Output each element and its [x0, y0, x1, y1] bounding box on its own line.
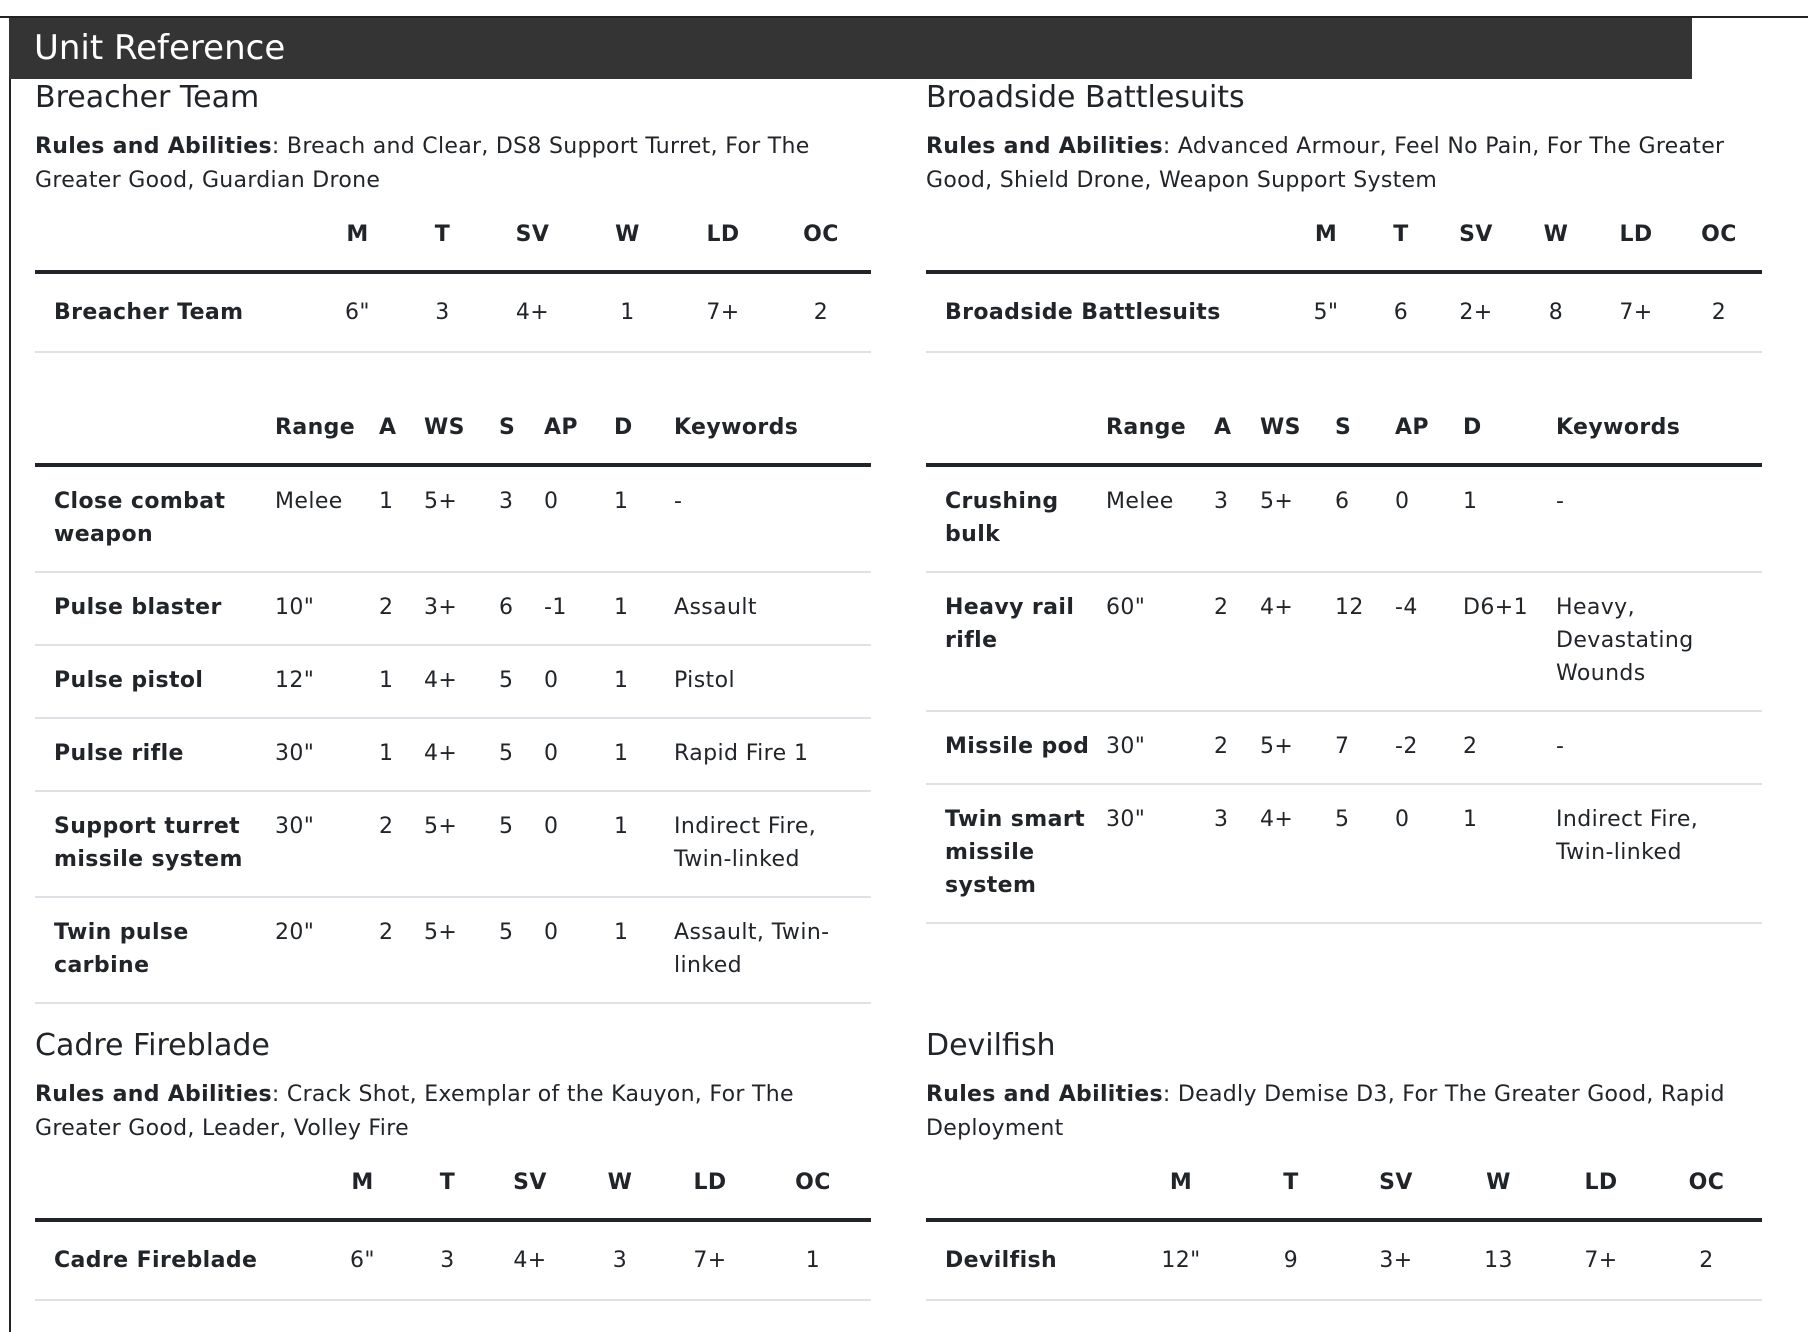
weapon-header-d: D — [1463, 413, 1556, 465]
weapon-row — [35, 718, 871, 791]
weapon-ws: 5+ — [424, 791, 499, 897]
stat-header-m: M — [1286, 220, 1366, 272]
stat-header-w: W — [580, 220, 675, 272]
weapon-header-s: S — [1335, 413, 1395, 465]
weapon-s: 6 — [1335, 465, 1395, 572]
unit-name: Cadre Fireblade — [35, 1028, 270, 1063]
weapon-range: 30" — [275, 791, 379, 897]
weapon-keywords: Indirect Fire, Twin-linked — [1556, 784, 1762, 923]
rules-label: Rules and Abilities — [926, 1082, 1163, 1107]
stat-unit-name: Cadre Fireblade — [35, 1220, 315, 1300]
weapon-row — [926, 711, 1762, 784]
stat-t: 6 — [1366, 272, 1436, 352]
weapon-ap: 0 — [544, 718, 614, 791]
unit-card-broadside-battlesuits — [926, 80, 1762, 924]
stat-t: 3 — [400, 272, 485, 352]
rules-text: Crack Shot, Exemplar of the Kauyon, For The Greater Good, Leader, Volley Fire — [35, 1082, 794, 1141]
unit-name: Breacher Team — [35, 80, 260, 115]
weapon-d: 1 — [1463, 784, 1556, 923]
stat-oc: 2 — [1676, 272, 1762, 352]
weapon-keywords: - — [1556, 711, 1762, 784]
weapon-s: 5 — [499, 645, 544, 718]
stat-ld: 7+ — [1596, 272, 1676, 352]
stat-header-oc: OC — [1676, 220, 1762, 272]
weapon-header-ws: WS — [1260, 413, 1335, 465]
weapon-header-blank — [35, 413, 275, 465]
weapon-keywords: Assault — [674, 572, 871, 645]
weapon-range: 20" — [275, 897, 379, 1003]
stat-oc: 1 — [755, 1220, 871, 1300]
stat-header-blank — [35, 220, 315, 272]
stat-header-sv: SV — [1346, 1168, 1446, 1220]
stat-ld: 7+ — [675, 272, 771, 352]
weapon-d: 1 — [614, 718, 674, 791]
weapon-range: Melee — [275, 465, 379, 572]
stat-header-row — [926, 1168, 1762, 1220]
stat-header-sv: SV — [485, 220, 580, 272]
weapon-row — [926, 572, 1762, 711]
stat-ld: 7+ — [665, 1220, 755, 1300]
stat-header-row — [35, 1168, 871, 1220]
weapon-header-s: S — [499, 413, 544, 465]
unit-card-breacher-team — [35, 80, 871, 1004]
stat-sv: 4+ — [485, 1220, 575, 1300]
weapon-s: 6 — [499, 572, 544, 645]
stat-header-w: W — [575, 1168, 665, 1220]
weapon-a: 3 — [1214, 465, 1260, 572]
unit-name: Devilfish — [926, 1028, 1056, 1063]
weapon-s: 5 — [499, 718, 544, 791]
weapon-keywords: Rapid Fire 1 — [674, 718, 871, 791]
weapon-row — [35, 465, 871, 572]
weapon-range: 30" — [275, 718, 379, 791]
rules-label: Rules and Abilities — [35, 1082, 272, 1107]
weapon-ws: 4+ — [424, 718, 499, 791]
weapon-name: Pulse pistol — [35, 645, 275, 718]
unit-rules: Rules and Abilities: Advanced Armour, Feel No Pain, For The Greater Good, Shield Drone, Weapon Support System — [926, 134, 1725, 193]
weapon-ap: 0 — [544, 897, 614, 1003]
weapon-range: 30" — [1106, 784, 1214, 923]
stat-header-sv: SV — [1436, 220, 1516, 272]
stat-header-oc: OC — [1651, 1168, 1762, 1220]
stat-header-oc: OC — [755, 1168, 871, 1220]
rules-label: Rules and Abilities — [926, 134, 1163, 159]
weapon-d: 1 — [614, 465, 674, 572]
weapon-keywords: Heavy, Devastating Wounds — [1556, 572, 1762, 711]
weapon-header-row — [926, 413, 1762, 465]
weapon-d: 1 — [614, 645, 674, 718]
unit-rules: Rules and Abilities: Breach and Clear, DS8 Support Turret, For The Greater Good, Guardian Drone — [35, 134, 810, 193]
stat-t: 9 — [1236, 1220, 1346, 1300]
weapon-header-keywords: Keywords — [1556, 413, 1762, 465]
stat-unit-name: Breacher Team — [35, 272, 315, 352]
stat-sv: 4+ — [485, 272, 580, 352]
weapon-name: Heavy rail rifle — [926, 572, 1106, 711]
weapon-d: 2 — [1463, 711, 1556, 784]
stat-w: 8 — [1516, 272, 1596, 352]
weapon-row — [35, 791, 871, 897]
weapon-a: 1 — [379, 718, 424, 791]
weapon-header-range: Range — [1106, 413, 1214, 465]
weapon-ws: 4+ — [1260, 784, 1335, 923]
stat-w: 13 — [1446, 1220, 1551, 1300]
weapon-s: 5 — [1335, 784, 1395, 923]
weapon-header-d: D — [614, 413, 674, 465]
weapon-name: Close combat weapon — [35, 465, 275, 572]
weapon-ap: 0 — [1395, 465, 1463, 572]
stat-header-blank — [926, 220, 1286, 272]
weapon-keywords: - — [1556, 465, 1762, 572]
stat-header-sv: SV — [485, 1168, 575, 1220]
stat-w: 1 — [580, 272, 675, 352]
weapon-ap: 0 — [544, 791, 614, 897]
rules-label: Rules and Abilities — [35, 134, 272, 159]
weapon-row — [35, 572, 871, 645]
weapon-row — [35, 897, 871, 1003]
stat-oc: 2 — [771, 272, 871, 352]
stat-table — [35, 220, 871, 353]
weapon-s: 5 — [499, 791, 544, 897]
weapon-keywords: Assault, Twin-linked — [674, 897, 871, 1003]
weapon-name: Missile pod — [926, 711, 1106, 784]
unit-rules: Rules and Abilities: Deadly Demise D3, For The Greater Good, Rapid Deployment — [926, 1082, 1725, 1141]
stat-header-ld: LD — [1596, 220, 1676, 272]
weapon-name: Pulse rifle — [35, 718, 275, 791]
weapon-ws: 3+ — [424, 572, 499, 645]
weapon-header-keywords: Keywords — [674, 413, 871, 465]
weapon-table — [35, 413, 871, 1004]
stat-row — [926, 1220, 1762, 1300]
weapon-range: Melee — [1106, 465, 1214, 572]
weapon-d: 1 — [614, 897, 674, 1003]
weapon-keywords: Indirect Fire, Twin-linked — [674, 791, 871, 897]
weapon-header-range: Range — [275, 413, 379, 465]
unit-card-devilfish — [926, 1028, 1762, 1301]
rules-text: Advanced Armour, Feel No Pain, For The Greater Good, Shield Drone, Weapon Support System — [926, 134, 1725, 193]
weapon-ws: 5+ — [1260, 465, 1335, 572]
stat-sv: 3+ — [1346, 1220, 1446, 1300]
weapon-ws: 5+ — [424, 897, 499, 1003]
weapon-ap: 0 — [544, 465, 614, 572]
weapon-header-ap: AP — [544, 413, 614, 465]
stat-row — [35, 272, 871, 352]
weapon-ws: 5+ — [424, 465, 499, 572]
weapon-name: Crushing bulk — [926, 465, 1106, 572]
weapon-range: 60" — [1106, 572, 1214, 711]
weapon-a: 3 — [1214, 784, 1260, 923]
weapon-range: 30" — [1106, 711, 1214, 784]
weapon-a: 2 — [379, 791, 424, 897]
stat-w: 3 — [575, 1220, 665, 1300]
stat-row — [926, 272, 1762, 352]
weapon-row — [35, 645, 871, 718]
stat-header-m: M — [1126, 1168, 1236, 1220]
page-title: Unit Reference — [9, 18, 1692, 79]
weapon-ap: -4 — [1395, 572, 1463, 711]
rules-text: Breach and Clear, DS8 Support Turret, For The Greater Good, Guardian Drone — [35, 134, 810, 193]
weapon-a: 1 — [379, 645, 424, 718]
stat-m: 6" — [315, 1220, 410, 1300]
stat-t: 3 — [410, 1220, 485, 1300]
weapon-header-a: A — [1214, 413, 1260, 465]
weapon-s: 5 — [499, 897, 544, 1003]
weapon-ws: 4+ — [424, 645, 499, 718]
stat-m: 5" — [1286, 272, 1366, 352]
weapon-name: Twin smart missile system — [926, 784, 1106, 923]
weapon-a: 2 — [379, 572, 424, 645]
weapon-s: 7 — [1335, 711, 1395, 784]
stat-header-row — [35, 220, 871, 272]
weapon-header-row — [35, 413, 871, 465]
stat-header-blank — [35, 1168, 315, 1220]
stat-header-t: T — [410, 1168, 485, 1220]
stat-row — [35, 1220, 871, 1300]
stat-header-w: W — [1446, 1168, 1551, 1220]
stat-header-t: T — [1366, 220, 1436, 272]
weapon-name: Support turret missile system — [35, 791, 275, 897]
stat-header-w: W — [1516, 220, 1596, 272]
weapon-range: 12" — [275, 645, 379, 718]
unit-card-cadre-fireblade — [35, 1028, 871, 1301]
stat-header-ld: LD — [665, 1168, 755, 1220]
stat-table — [926, 220, 1762, 353]
stat-m: 12" — [1126, 1220, 1236, 1300]
stat-header-ld: LD — [675, 220, 771, 272]
weapon-ws: 4+ — [1260, 572, 1335, 711]
weapon-range: 10" — [275, 572, 379, 645]
weapon-a: 2 — [379, 897, 424, 1003]
unit-rules: Rules and Abilities: Crack Shot, Exemplar of the Kauyon, For The Greater Good, Leader, Volley Fire — [35, 1082, 794, 1141]
weapon-ap: 0 — [544, 645, 614, 718]
weapon-d: D6+1 — [1463, 572, 1556, 711]
weapon-ws: 5+ — [1260, 711, 1335, 784]
stat-unit-name: Devilfish — [926, 1220, 1126, 1300]
weapon-header-a: A — [379, 413, 424, 465]
weapon-ap: 0 — [1395, 784, 1463, 923]
weapon-d: 1 — [614, 572, 674, 645]
weapon-header-ws: WS — [424, 413, 499, 465]
weapon-a: 1 — [379, 465, 424, 572]
stat-header-m: M — [315, 1168, 410, 1220]
weapon-ap: -2 — [1395, 711, 1463, 784]
weapon-name: Pulse blaster — [35, 572, 275, 645]
weapon-header-ap: AP — [1395, 413, 1463, 465]
stat-unit-name: Broadside Battlesuits — [926, 272, 1286, 352]
stat-header-oc: OC — [771, 220, 871, 272]
weapon-s: 3 — [499, 465, 544, 572]
window-left-border — [9, 16, 11, 1332]
weapon-keywords: Pistol — [674, 645, 871, 718]
stat-m: 6" — [315, 272, 400, 352]
unit-name: Broadside Battlesuits — [926, 80, 1245, 115]
stat-header-ld: LD — [1551, 1168, 1651, 1220]
weapon-a: 2 — [1214, 572, 1260, 711]
stat-sv: 2+ — [1436, 272, 1516, 352]
stat-ld: 7+ — [1551, 1220, 1651, 1300]
weapon-name: Twin pulse carbine — [35, 897, 275, 1003]
stat-header-blank — [926, 1168, 1126, 1220]
stat-table — [35, 1168, 871, 1301]
stat-header-t: T — [1236, 1168, 1346, 1220]
weapon-row — [926, 465, 1762, 572]
stat-header-m: M — [315, 220, 400, 272]
stat-header-t: T — [400, 220, 485, 272]
weapon-ap: -1 — [544, 572, 614, 645]
stat-oc: 2 — [1651, 1220, 1762, 1300]
weapon-row — [926, 784, 1762, 923]
weapon-header-blank — [926, 413, 1106, 465]
weapon-s: 12 — [1335, 572, 1395, 711]
weapon-keywords: - — [674, 465, 871, 572]
stat-table — [926, 1168, 1762, 1301]
weapon-d: 1 — [1463, 465, 1556, 572]
stat-header-row — [926, 220, 1762, 272]
weapon-d: 1 — [614, 791, 674, 897]
weapon-table — [926, 413, 1762, 924]
weapon-a: 2 — [1214, 711, 1260, 784]
rules-text: Deadly Demise D3, For The Greater Good, Rapid Deployment — [926, 1082, 1725, 1141]
